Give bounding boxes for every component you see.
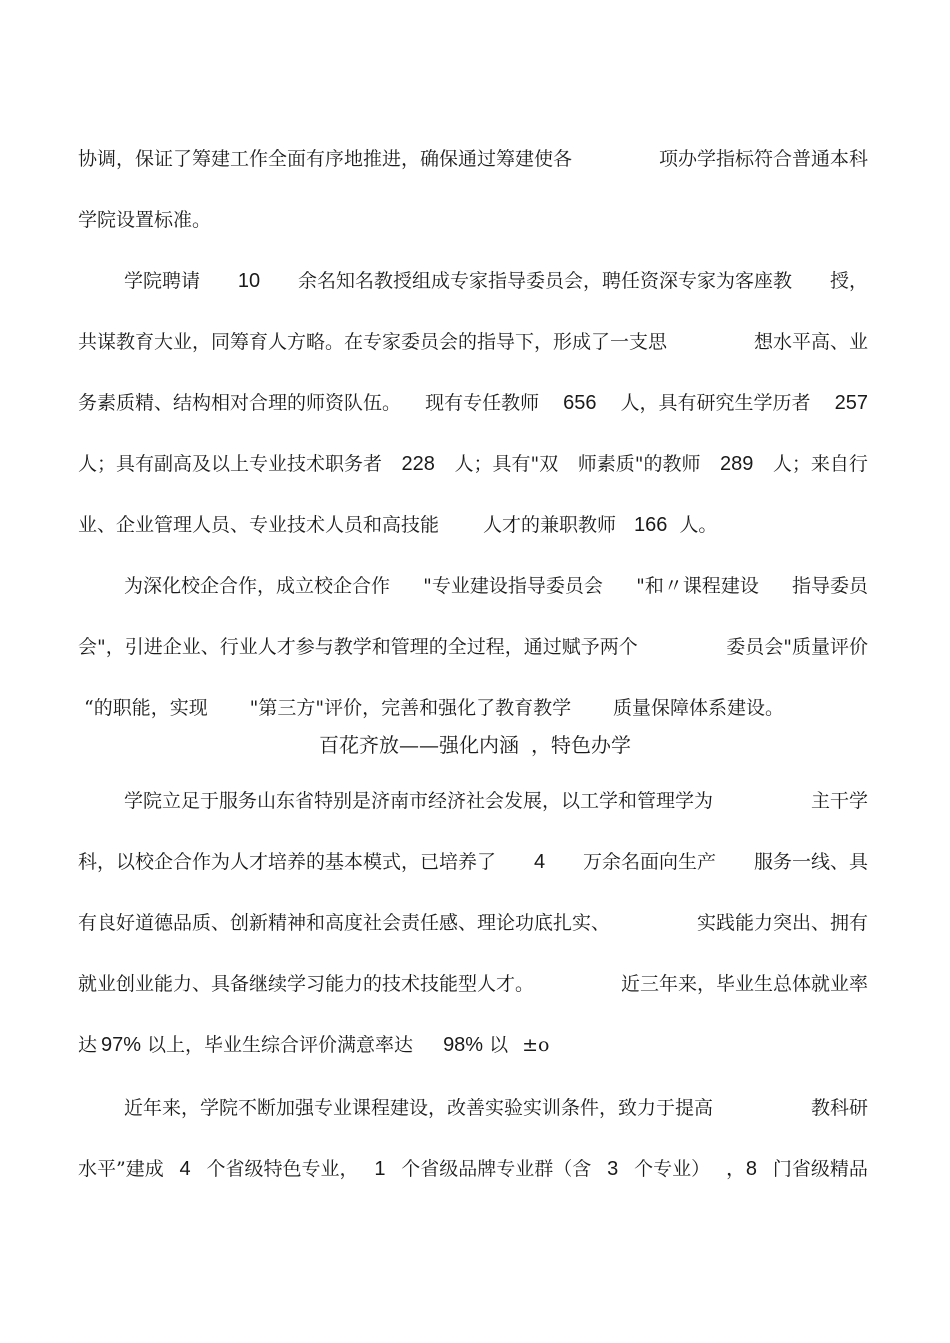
text-line: 为深化校企合作，成立校企合作 "专业建设指导委员会 "和〃课程建设 指导委员 xyxy=(124,575,868,597)
text-line: 科，以校企合作为人才培养的基本模式，已培养了 4 万余名面向生产 服务一线、具 xyxy=(78,851,868,873)
text-line: 达 97% 以上，毕业生综合评价满意率达 98% 以 ±o xyxy=(78,1034,550,1056)
text-line: 会"，引进企业、行业人才参与教学和管理的全过程，通过赋予两个 委员会"质量评价 xyxy=(78,636,868,658)
text-line: 业、企业管理人员、专业技术人员和高技能 人才的兼职教师 166 人。 xyxy=(78,514,718,536)
text-line: 水平”建成 4 个省级特色专业， 1 个省级品牌专业群（含 3 个专业） ，8 门省级精品 xyxy=(78,1158,868,1180)
text-line: 协调，保证了筹建工作全面有序地推进，确保通过筹建使各 项办学指标符合普通本科 xyxy=(78,148,868,170)
text-line: 学院设置标准。 xyxy=(78,209,212,231)
section-heading: 百花齐放——强化内涵 ，特色办学 xyxy=(319,733,631,757)
text-line: 就业创业能力、具备继续学习能力的技术技能型人才。 近三年来，毕业生总体就业率 xyxy=(78,973,868,995)
text-line: 有良好道德品质、创新精神和高度社会责任感、理论功底扎实、 实践能力突出、拥有 xyxy=(78,912,868,934)
text-line: “的职能，实现 "第三方"评价，完善和强化了教育教学 质量保障体系建设。 xyxy=(84,697,784,719)
text-line: 共谋教育大业，同筹育人方略。在专家委员会的指导下，形成了一支思 想水平高、业 xyxy=(78,331,868,353)
text-line: 学院立足于服务山东省特别是济南市经济社会发展，以工学和管理学为 主干学 xyxy=(124,790,868,812)
text-line: 近年来，学院不断加强专业课程建设，改善实验实训条件，致力于提高 教科研 xyxy=(124,1097,868,1119)
text-line: 学院聘请 10 余名知名教授组成专家指导委员会，聘任资深专家为客座教 授， xyxy=(124,270,868,292)
text-line: 务素质精、结构相对合理的师资队伍。 现有专任教师 656 人，具有研究生学历者 257 xyxy=(78,392,868,414)
text-line: 人；具有副高及以上专业技术职务者 228 人；具有"双 师素质"的教师 289 人；来自行 xyxy=(78,453,868,475)
